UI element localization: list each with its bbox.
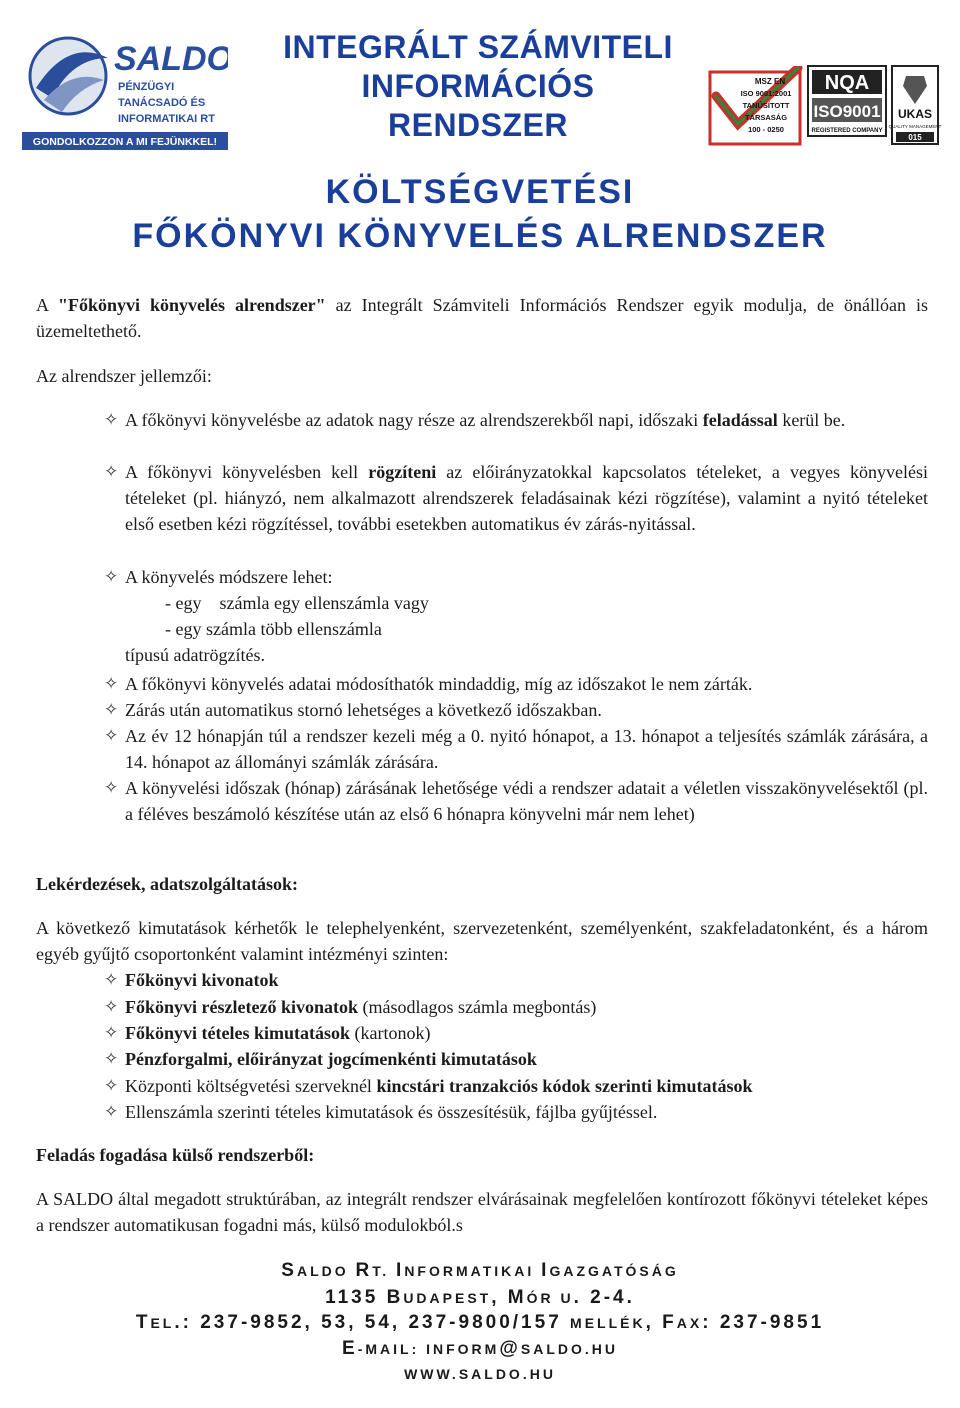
footer-l5-segment-0: WWW.SALDO.HU [404,1366,556,1382]
query-1-text: Főkönyvi kivonatok [125,970,279,990]
footer-line-2 [325,1287,635,1308]
intro-rest: az Integrált Számviteli Információs Rendszer egyik modulja, de önállóan is üzemeltethető. [36,295,928,341]
footer-l2-segment-3: ÓR U [526,1290,574,1306]
query-5-bold: kincstári tranzakciós kódok szerinti kimutatások [376,1076,753,1096]
feature-item-3 [104,564,928,590]
footer-l3-segment-4: , F [645,1312,677,1333]
star-bullet-icon: ✧ [104,567,119,586]
footer-l2-segment-4: . 2-4. [573,1287,635,1308]
feature-2-end: az előirányzatokkal kapcsolatos tételeket, a vegyes könyvelési tételeket (pl. hiányzó, nem alkalmazott alrendszerek feladásainak kézi rögzítése), valamint a nyitó tételeket első esetben kézi rögzítéssel, további esetekben automatikus év zárás-nyitással. [125,462,928,534]
query-item-5 [104,1073,928,1099]
logo-line-2: TANÁCSADÓ ÉS [118,97,206,109]
footer-line-1 [281,1260,679,1281]
feature-item-6 [104,723,928,775]
footer-l3-segment-2: .: 237-9852, 53, 54, 237-9800/157 [174,1312,571,1333]
footer-l4-segment-3: SALDO.HU [520,1341,618,1357]
footer-l2-segment-0: 1135 B [325,1287,404,1308]
system-title-line-2: INFORMÁCIÓS [361,68,595,104]
intro-bold: "Főkönyvi könyvelés alrendszer" [58,295,326,315]
cert-mszen-l1: MSZ EN [754,77,786,86]
cert-mszen-l4: TÁRSASÁG [744,113,788,122]
footer-l1-segment-1: ALDO [296,1263,356,1279]
queries-intro: A következő kimutatások kérhetők le telephelyenként, szervezetenként, személyenként, szakfeladatonként, és a három egyéb gyűjtő csoportonként valamint intézményi szinten: [36,918,928,964]
footer-l2-segment-1: UDAPEST [403,1290,492,1306]
module-title-line-2: FŐKÖNYVI KÖNYVELÉS ALRENDSZER [132,217,828,255]
footer-l2-segment-2: , M [491,1287,527,1308]
footer-line-4[interactable] [342,1338,618,1359]
logo-brand: SALDO [114,40,228,78]
system-title [238,28,718,145]
queries-heading: Lekérdezések, adatszolgáltatások: [36,874,298,894]
feature-item-5 [104,697,928,723]
footer-website[interactable] [0,1366,960,1384]
saldo-logo [22,28,228,150]
logo-slogan: GONDOLKOZZON A MI FEJÜNKKEL! [32,136,218,148]
query-3-rest: (kartonok) [350,1023,431,1043]
footer-l3-segment-1: EL [150,1315,175,1331]
footer-l1-segment-3: T. [372,1263,397,1279]
intro-a: A [36,295,59,315]
star-bullet-icon: ✧ [104,726,119,745]
cert-mszen-l2: ISO 9001:2001 [740,89,792,98]
feature-item-1 [104,407,928,433]
iso9001-ukas-badge [806,64,942,146]
cert-mszen-l5: 100 - 0250 [748,125,784,134]
footer-email[interactable] [0,1338,960,1360]
module-title-line-1: KÖLTSÉGVETÉSI [325,173,635,211]
posting-heading: Feladás fogadása külső rendszerből: [36,1145,315,1165]
query-6-text: Ellenszámla szerinti tételes kimutatások és összesítésük, fájlba gyűjtéssel. [125,1102,658,1122]
cert-reg: REGISTERED COMPANY [811,128,883,134]
footer-l3-segment-5: AX [676,1315,703,1331]
feature-5-text: Zárás után automatikus stornó lehetséges a következő időszakban. [125,700,602,720]
feature-3-sub-2: - egy számla több ellenszámla [165,619,382,639]
mszen-certificate-badge [708,66,806,146]
cert-iso: ISO9001 [813,102,881,121]
star-bullet-icon: ✧ [104,997,119,1016]
query-3-bold: Főkönyvi tételes kimutatások [125,1023,350,1043]
query-item-3 [104,1020,928,1046]
feature-7-text: A könyvelési időszak (hónap) zárásának lehetősége védi a rendszer adatait a véletlen visszakönyvelésektől (pl. a féléves beszámoló készítése után az első 6 hónapra könyvelni már nem lehet) [125,778,928,824]
system-title-line-1: INTEGRÁLT SZÁMVITELI [283,29,673,65]
feature-item-2 [104,459,928,537]
star-bullet-icon: ✧ [104,1102,119,1121]
query-2-bold: Főkönyvi részletező kivonatok [125,997,358,1017]
footer-phone [0,1312,960,1334]
cert-ukas-sub: QUALITY MANAGEMENT [888,124,942,129]
features-heading: Az alrendszer jellemzői: [36,366,212,386]
star-bullet-icon: ✧ [104,700,119,719]
query-item-4 [104,1046,928,1072]
star-bullet-icon: ✧ [104,410,119,429]
feature-1-text: A főkönyvi könyvelésbe az adatok nagy része az alrendszerekből napi, időszaki [125,410,703,430]
cert-mszen-l3: TANÚSÍTOTT [742,101,790,110]
posting-paragraph: A SALDO által megadott struktúrában, az integrált rendszer elvárásainak megfelelően kontírozott főkönyvi tételeket képes a rendszer automatikusan fogadni más, külső modulokból.s [36,1189,928,1235]
footer-line-5[interactable] [404,1366,556,1383]
query-item-2 [104,994,928,1020]
logo-line-1: PÉNZÜGYI [118,81,175,93]
feature-3-sub-1: - egy számla egy ellenszámla vagy [165,593,429,613]
star-bullet-icon: ✧ [104,778,119,797]
feature-1-bold: feladással [702,410,778,430]
footer-l1-segment-4: I [396,1260,405,1281]
footer-l1-segment-7: GAZGATÓSÁG [549,1263,679,1279]
footer-l3-segment-0: T [135,1312,151,1333]
cert-ukas: UKAS [897,107,933,121]
star-bullet-icon: ✧ [104,1076,119,1095]
footer-l1-segment-2: R [355,1260,373,1281]
footer-address [0,1287,960,1309]
footer-l4-segment-1: -MAIL: INFORM [357,1341,500,1357]
footer-l4-segment-0: E [342,1338,358,1359]
query-item-6 [104,1099,928,1125]
footer-l1-segment-5: NFORMATIKAI [404,1263,542,1279]
footer-l1-segment-0: S [281,1260,297,1281]
logo-line-3: INFORMATIKAI RT [118,113,215,125]
footer-line-3 [135,1312,825,1333]
star-bullet-icon: ✧ [104,462,119,481]
feature-6-text: Az év 12 hónapján túl a rendszer kezeli még a 0. nyitó hónapot, a 13. hónapot a teljesítés számlák zárására, a 14. hónapot az állományi számlák zárására. [125,726,928,772]
feature-3-sub-3: típusú adatrögzítés. [125,645,265,665]
cert-nqa: NQA [824,72,870,94]
footer-company [0,1260,960,1282]
cert-ukas-num: 015 [908,133,922,142]
intro-paragraph [36,292,928,344]
module-title [30,170,930,258]
footer-l4-segment-2: @ [499,1338,521,1359]
star-bullet-icon: ✧ [104,674,119,693]
footer-l3-segment-6: : 237-9851 [702,1312,825,1333]
query-5-text: Központi költségvetési szerveknél [125,1076,377,1096]
feature-2-bold: rögzíteni [368,462,437,482]
query-2-rest: (másodlagos számla megbontás) [357,997,597,1017]
feature-4-text: A főkönyvi könyvelés adatai módosíthatók mindaddig, míg az időszakot le nem zárták. [125,674,753,694]
star-bullet-icon: ✧ [104,970,119,989]
query-item-1 [104,967,928,993]
footer-l3-segment-3: MELLÉK [570,1315,646,1331]
feature-item-7 [104,775,928,827]
feature-3-text: A könyvelés módszere lehet: [125,567,333,587]
feature-2-text: A főkönyvi könyvelésben kell [125,462,369,482]
feature-item-4 [104,671,928,697]
query-4-text: Pénzforgalmi, előirányzat jogcímenkénti kimutatások [125,1049,537,1069]
footer-l1-segment-6: I [541,1260,550,1281]
feature-1-end: kerül be. [777,410,846,430]
star-bullet-icon: ✧ [104,1023,119,1042]
system-title-line-3: RENDSZER [387,107,568,143]
star-bullet-icon: ✧ [104,1049,119,1068]
